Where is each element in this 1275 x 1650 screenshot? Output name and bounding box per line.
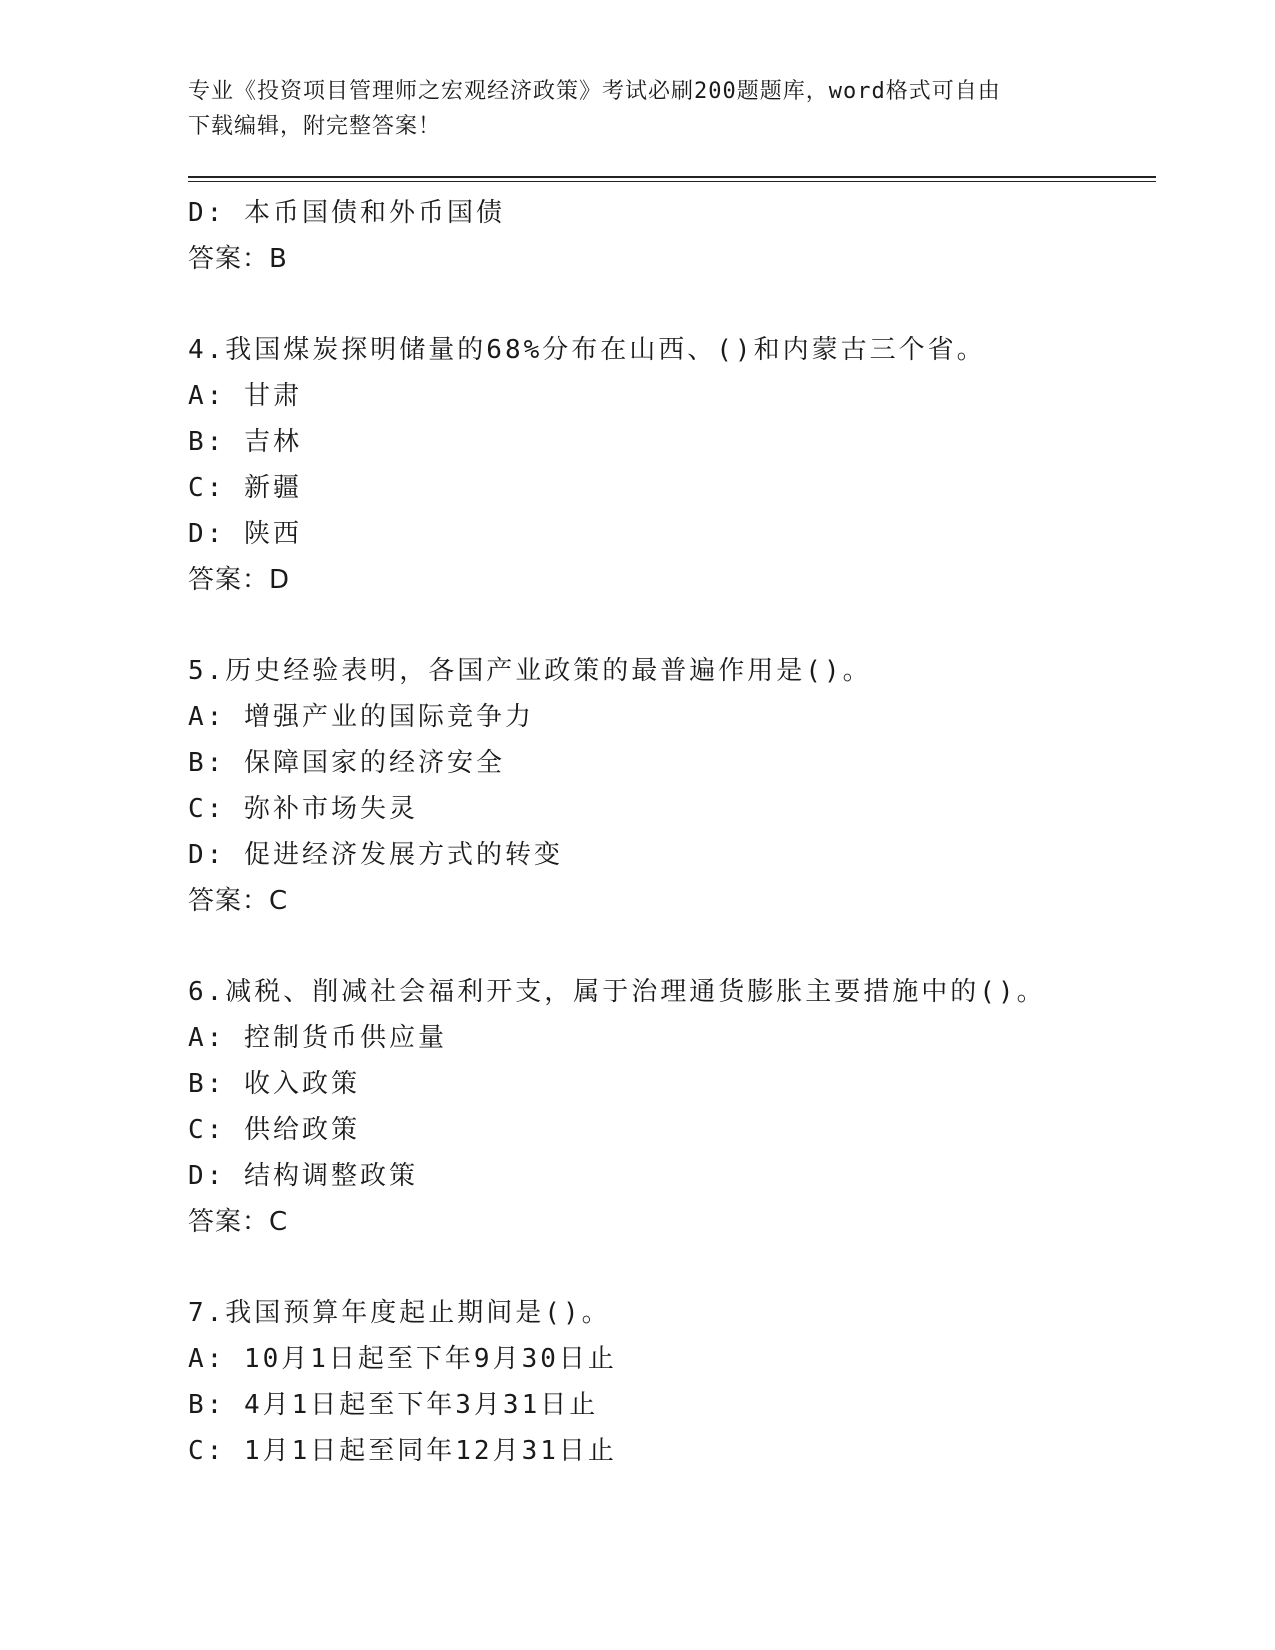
- option-d: D: 本币国债和外币国债: [188, 198, 505, 228]
- option-a: A: 增强产业的国际竞争力: [188, 702, 534, 732]
- question-list: [188, 190, 1148, 1474]
- answer-line: 答案：B: [188, 244, 288, 274]
- spacer: [188, 603, 1148, 648]
- question-stem: 5.历史经验表明，各国产业政策的最普遍作用是()。: [188, 656, 872, 686]
- option-d: D: 结构调整政策: [188, 1161, 418, 1191]
- answer-line: 答案：D: [188, 565, 291, 595]
- option-a: A: 甘肃: [188, 381, 302, 411]
- question-3-tail: [188, 190, 1148, 282]
- question-stem: 4.我国煤炭探明储量的68%分布在山西、()和内蒙古三个省。: [188, 335, 986, 365]
- answer-line: 答案：C: [188, 1207, 289, 1237]
- option-c: C: 1月1日起至同年12月31日止: [188, 1436, 617, 1466]
- option-b: B: 4月1日起至下年3月31日止: [188, 1390, 599, 1420]
- header-divider-thin: [188, 181, 1156, 182]
- spacer: [188, 282, 1148, 327]
- question-stem: 6.减税、削减社会福利开支，属于治理通货膨胀主要措施中的()。: [188, 977, 1046, 1007]
- option-d: D: 陕西: [188, 519, 302, 549]
- header-line-1: 专业《投资项目管理师之宏观经济政策》考试必刷200题题库，word格式可自由: [188, 79, 1001, 104]
- option-b: B: 保障国家的经济安全: [188, 748, 505, 778]
- question-7: [188, 1290, 1148, 1474]
- option-d: D: 促进经济发展方式的转变: [188, 840, 563, 870]
- option-a: A: 10月1日起至下年9月30日止: [188, 1344, 617, 1374]
- question-stem: 7.我国预算年度起止期间是()。: [188, 1298, 611, 1328]
- option-b: B: 收入政策: [188, 1069, 360, 1099]
- option-c: C: 弥补市场失灵: [188, 794, 418, 824]
- document-header: [188, 74, 1088, 144]
- header-divider-thick: [188, 176, 1156, 178]
- spacer: [188, 924, 1148, 969]
- option-b: B: 吉林: [188, 427, 302, 457]
- answer-line: 答案：C: [188, 886, 289, 916]
- question-4: [188, 327, 1148, 603]
- spacer: [188, 1245, 1148, 1290]
- option-a: A: 控制货币供应量: [188, 1023, 447, 1053]
- question-5: [188, 648, 1148, 924]
- option-c: C: 供给政策: [188, 1115, 360, 1145]
- header-line-2: 下载编辑，附完整答案！: [188, 114, 442, 139]
- option-c: C: 新疆: [188, 473, 302, 503]
- question-6: [188, 969, 1148, 1245]
